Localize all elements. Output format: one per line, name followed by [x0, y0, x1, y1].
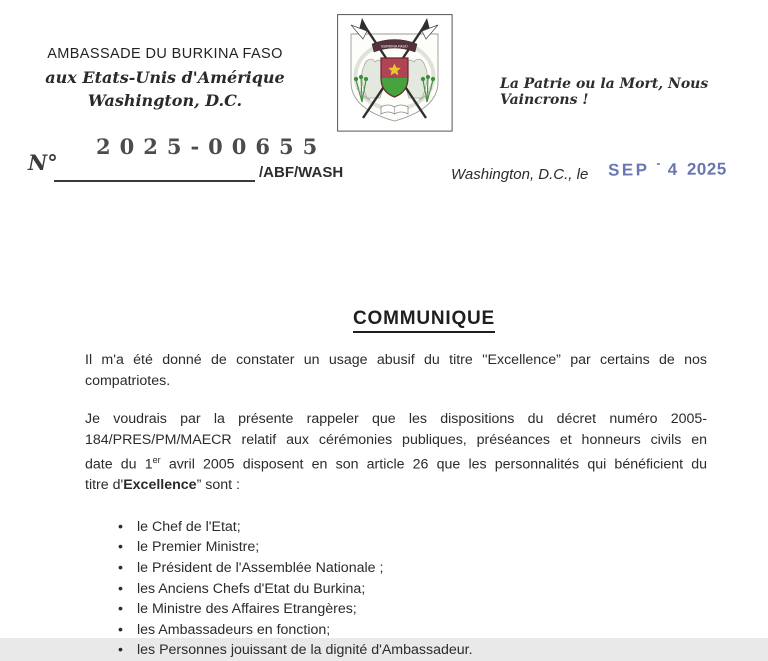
list-item-text: le Chef de l'Etat; [137, 518, 241, 535]
bullet-icon [118, 517, 137, 538]
place-date-label: Washington, D.C., le [451, 166, 589, 183]
list-item [85, 517, 707, 538]
paragraph-2-line-1: Je voudrais par la présente rappeler que les dispositions du décret numéro 2005- [85, 411, 707, 427]
list-item-text: les Anciens Chefs d'Etat du Burkina; [137, 580, 366, 597]
crest-banner-text: BURKINA FASO [381, 44, 408, 49]
paragraph-2-line-3 [85, 450, 707, 475]
line-4-text-cont: ” sont : [196, 477, 240, 494]
ordinal-superscript: er [152, 455, 161, 465]
embassy-city: Washington, D.C. [87, 91, 243, 110]
bullet-icon [118, 579, 137, 600]
bullet-icon [118, 620, 137, 641]
paragraph-2-line-2: 184/PRES/PM/MAECR relatif aux cérémonies publiques, préséances et honneurs civils en [85, 431, 707, 448]
embassy-subtitle: aux Etats-Unis d'Amérique [45, 68, 285, 87]
line-3-text-cont: avril 2005 disposent en son article 26 que les personnalités qui bénéficient du [160, 456, 708, 473]
excellence-bold: Excellence [123, 477, 197, 494]
date-stamp-day: 4 [667, 159, 680, 179]
coat-of-arms [337, 14, 453, 137]
coat-of-arms-image [337, 14, 453, 132]
list-item-text: les Personnes jouissant de la dignité d'Ambassadeur. [137, 642, 473, 659]
reference-underline [54, 180, 255, 182]
list-item-text: le Ministre des Affaires Etrangères; [137, 601, 357, 618]
dignitaries-list [85, 517, 707, 661]
line-4-text: titre d' [85, 477, 124, 494]
paragraph-1-line-2: compatriotes. [85, 372, 171, 389]
document-title: COMMUNIQUE [353, 308, 495, 333]
list-item-text: le Premier Ministre; [137, 539, 260, 556]
date-stamp [608, 155, 727, 180]
list-item [85, 579, 707, 600]
bullet-icon [118, 537, 137, 558]
line-3-text: date du 1 [85, 456, 153, 473]
list-item [85, 620, 707, 641]
list-item [85, 640, 707, 661]
list-item [85, 537, 707, 558]
date-stamp-dash: - [656, 156, 661, 171]
numero-label: N° [28, 150, 58, 175]
bullet-icon [118, 640, 137, 661]
list-item [85, 558, 707, 579]
bullet-icon [118, 599, 137, 620]
list-item [85, 599, 707, 620]
paragraph-1-line-1: Il m'a été donné de constater un usage abusif du titre ''Excellence” par certains de nos [85, 352, 707, 368]
embassy-name: AMBASSADE DU BURKINA FASO [47, 46, 283, 62]
reference-suffix: /ABF/WASH [259, 164, 344, 181]
date-stamp-month: SEP [607, 160, 650, 180]
title-row [85, 308, 707, 333]
list-item-text: le Président de l'Assemblée Nationale ; [137, 559, 384, 576]
national-motto: La Patrie ou la Mort, Nous Vaincrons ! [500, 76, 709, 108]
date-stamp-year: 2025 [686, 159, 727, 179]
registration-number-stamp: 2025-00655 [96, 134, 327, 159]
bullet-icon [118, 558, 137, 579]
paragraph-2-line-4 [85, 475, 707, 496]
paragraph-1 [85, 350, 707, 391]
letterhead-left-block [40, 46, 290, 110]
list-item-text: les Ambassadeurs en fonction; [137, 621, 331, 638]
document-body [85, 350, 707, 661]
paragraph-2 [85, 409, 707, 496]
